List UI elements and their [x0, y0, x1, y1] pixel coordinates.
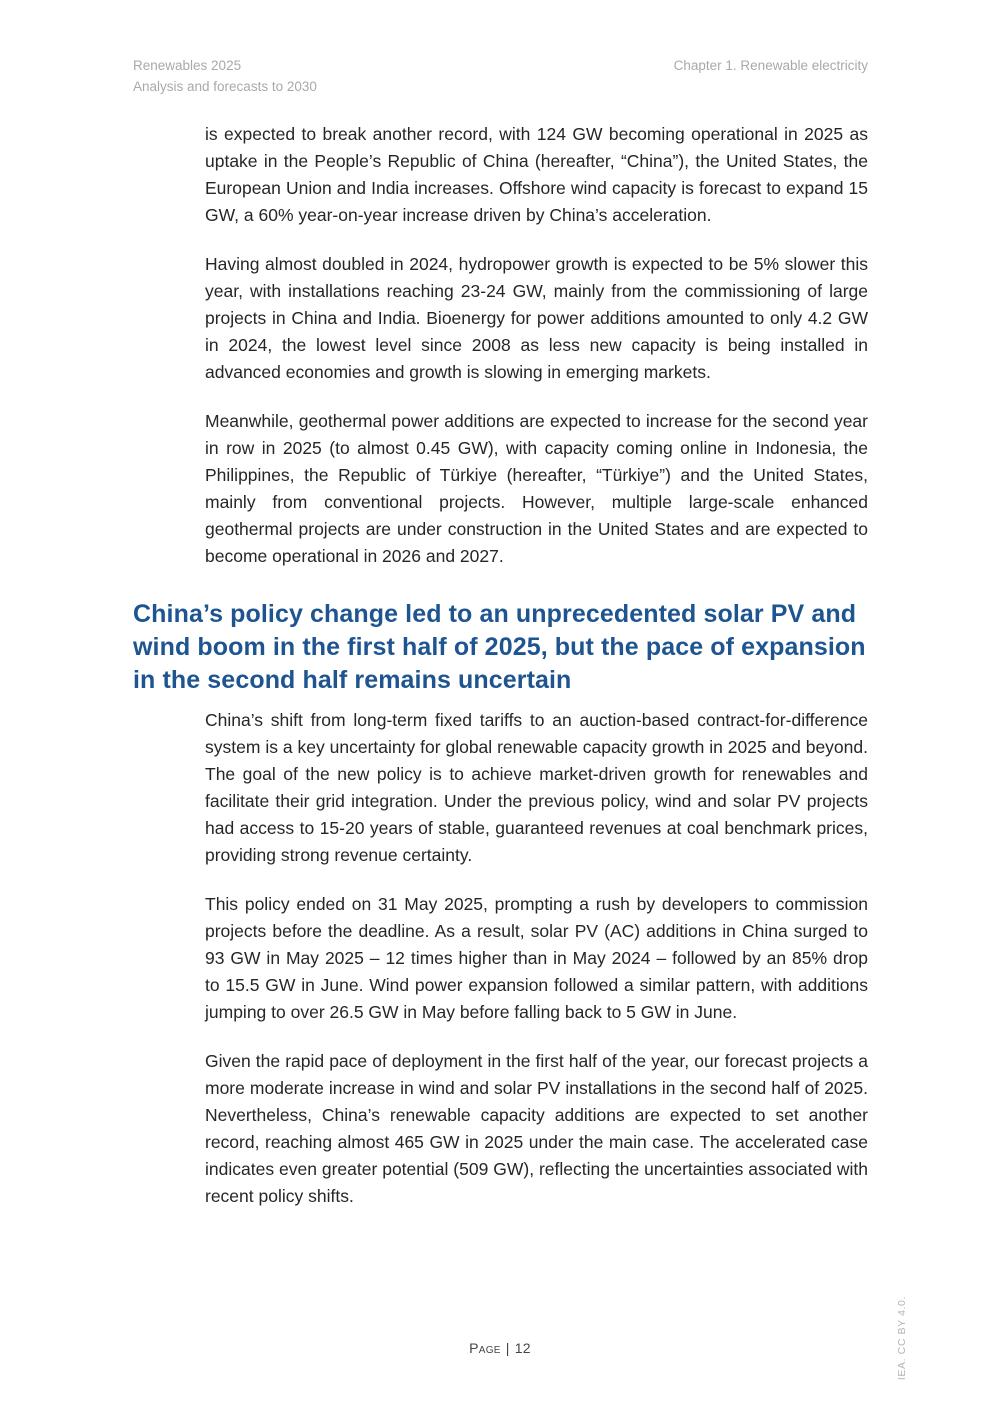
report-subtitle: Analysis and forecasts to 2030	[133, 79, 317, 94]
page-footer	[0, 1340, 1000, 1356]
page-content	[133, 121, 868, 1232]
section-heading: China’s policy change led to an unprecedented solar PV and wind boom in the first half of 2025, but the pace of expansion in the second half remains uncertain	[133, 600, 866, 694]
page-label: Page	[469, 1340, 501, 1356]
chapter-title: Chapter 1. Renewable electricity	[673, 58, 868, 73]
license-note: IEA. CC BY 4.0.	[896, 1295, 908, 1380]
paragraph-geothermal: Meanwhile, geothermal power additions are expected to increase for the second year in row in 2025 (to almost 0.45 GW), with capacity coming online in Indonesia, the Philippines, the Republic of Türkiye (hereafter, “Türkiye”) and the United States, mainly from conventional projects. However, multiple large-scale enhanced geothermal projects are under construction in the United States and are expected to become operational in 2026 and 2027.	[205, 411, 868, 566]
paragraph-wind-record: is expected to break another record, with 124 GW becoming operational in 2025 as uptake in the People’s Republic of China (hereafter, “China”), the United States, the European Union and India increases. Offshore wind capacity is forecast to expand 15 GW, a 60% year-on-year increase driven by China’s acceleration.	[205, 124, 868, 225]
running-title-block	[133, 55, 317, 97]
report-title: Renewables 2025	[133, 58, 242, 73]
paragraph-policy-deadline: This policy ended on 31 May 2025, prompting a rush by developers to commission projects before the deadline. As a result, solar PV (AC) additions in China surged to 93 GW in May 2025 – 12 times higher than in May 2024 – followed by an 85% drop to 15.5 GW in June. Wind power expansion followed a similar pattern, with additions jumping to over 26.5 GW in May before falling back to 5 GW in June.	[205, 894, 868, 1022]
paragraph-policy-shift: China’s shift from long-term fixed tariffs to an auction-based contract-for-difference system is a key uncertainty for global renewable capacity growth in 2025 and beyond. The goal of the new policy is to achieve market-driven growth for renewables and facilitate their grid integration. Under the previous policy, wind and solar PV projects had access to 15-20 years of stable, guaranteed revenues at coal benchmark prices, providing strong revenue certainty.	[205, 710, 868, 865]
paragraph-forecast: Given the rapid pace of deployment in the first half of the year, our forecast projects a more moderate increase in wind and solar PV installations in the second half of 2025. Nevertheless, China’s renewable capacity additions are expected to set another record, reaching almost 465 GW in 2025 under the main case. The accelerated case indicates even greater potential (509 GW), reflecting the uncertainties associated with recent policy shifts.	[205, 1051, 868, 1206]
page-separator: |	[505, 1340, 510, 1356]
page-header	[133, 55, 868, 97]
page-number: 12	[514, 1340, 531, 1356]
paragraph-hydro-bioenergy: Having almost doubled in 2024, hydropower growth is expected to be 5% slower this year, with installations reaching 23-24 GW, mainly from the commissioning of large projects in China and India. Bioenergy for power additions amounted to only 4.2 GW in 2024, the lowest level since 2008 as less new capacity is being installed in advanced economies and growth is slowing in emerging markets.	[205, 254, 868, 382]
